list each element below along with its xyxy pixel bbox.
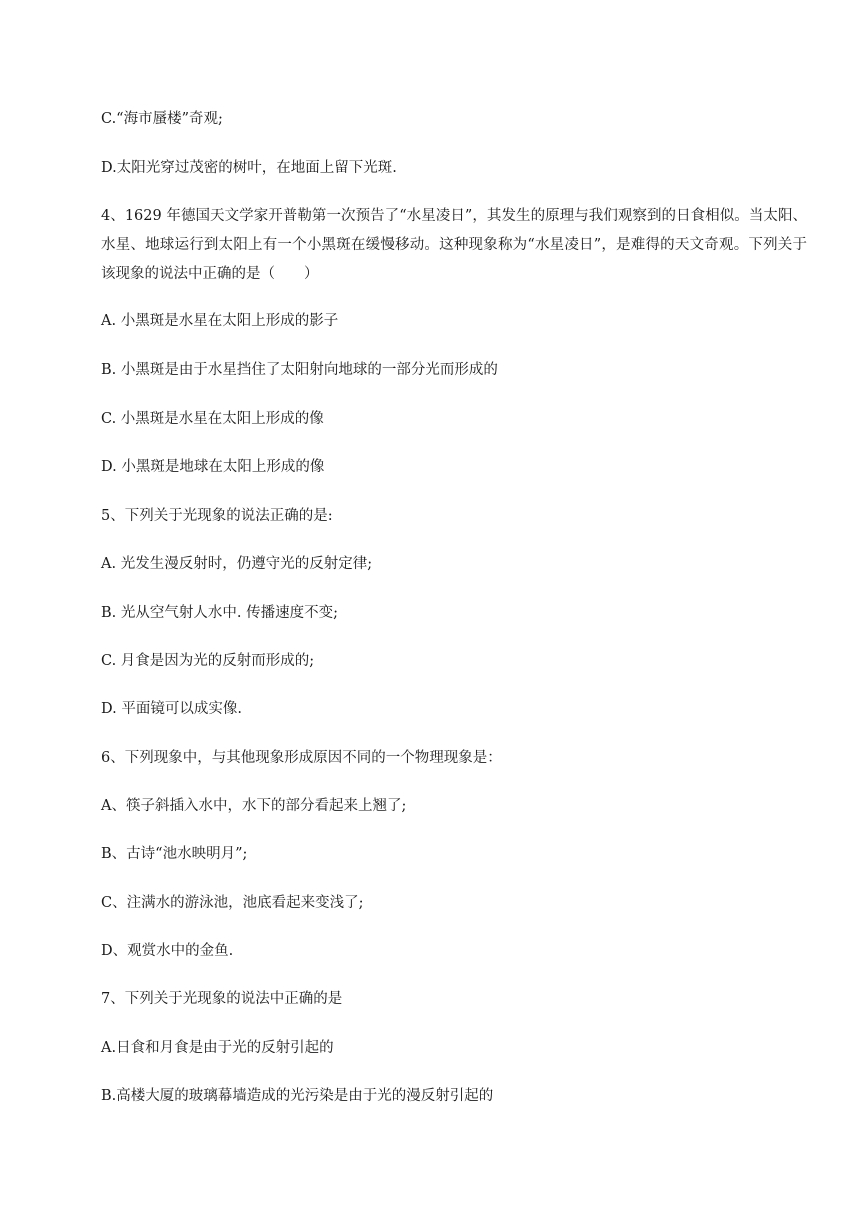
question-4-stem: 4、1629 年德国天文学家开普勒第一次预告了“水星凌日”，其发生的原理与我们观察到的日食相似。当太阳、水星、地球运行到太阳上有一个小黑斑在缓慢移动。这种现象称为“水星凌日”，是难得的天文奇观。下列关于该现象的说法中正确的是（ ） xyxy=(101,208,807,282)
q6-option-d: D、观赏水中的金鱼. xyxy=(101,943,234,959)
q4-option-a: A. 小黑斑是水星在太阳上形成的影子 xyxy=(101,313,339,329)
question-6-stem: 6、下列现象中，与其他现象形成原因不同的一个物理现象是： xyxy=(101,750,502,766)
q5-option-b: B. 光从空气射人水中. 传播速度不变; xyxy=(101,605,338,621)
q6-option-b: B、古诗“池水映明月”; xyxy=(101,846,248,862)
q5-option-a: A. 光发生漫反射时，仍遵守光的反射定律; xyxy=(101,556,373,572)
q5-option-c: C. 月食是因为光的反射而形成的; xyxy=(101,653,315,669)
q7-option-b: B.高楼大厦的玻璃幕墙造成的光污染是由于光的漫反射引起的 xyxy=(101,1088,494,1104)
q4-option-c: C. 小黑斑是水星在太阳上形成的像 xyxy=(101,411,324,427)
q6-option-a: A、筷子斜插入水中，水下的部分看起来上翘了; xyxy=(101,798,407,814)
option-d-light-spots: D.太阳光穿过茂密的树叶，在地面上留下光斑. xyxy=(101,160,397,176)
question-5-stem: 5、下列关于光现象的说法正确的是: xyxy=(101,508,333,524)
option-c-mirage: C.“海市蜃楼”奇观; xyxy=(101,111,223,127)
question-7-stem: 7、下列关于光现象的说法中正确的是 xyxy=(101,991,343,1007)
q5-option-d: D. 平面镜可以成实像. xyxy=(101,701,242,717)
q4-option-b: B. 小黑斑是由于水星挡住了太阳射向地球的一部分光而形成的 xyxy=(101,362,498,378)
q6-option-c: C、注满水的游泳池，池底看起来变浅了; xyxy=(101,895,364,911)
q7-option-a: A.日食和月食是由于光的反射引起的 xyxy=(101,1040,334,1056)
q4-option-d: D. 小黑斑是地球在太阳上形成的像 xyxy=(101,459,325,475)
